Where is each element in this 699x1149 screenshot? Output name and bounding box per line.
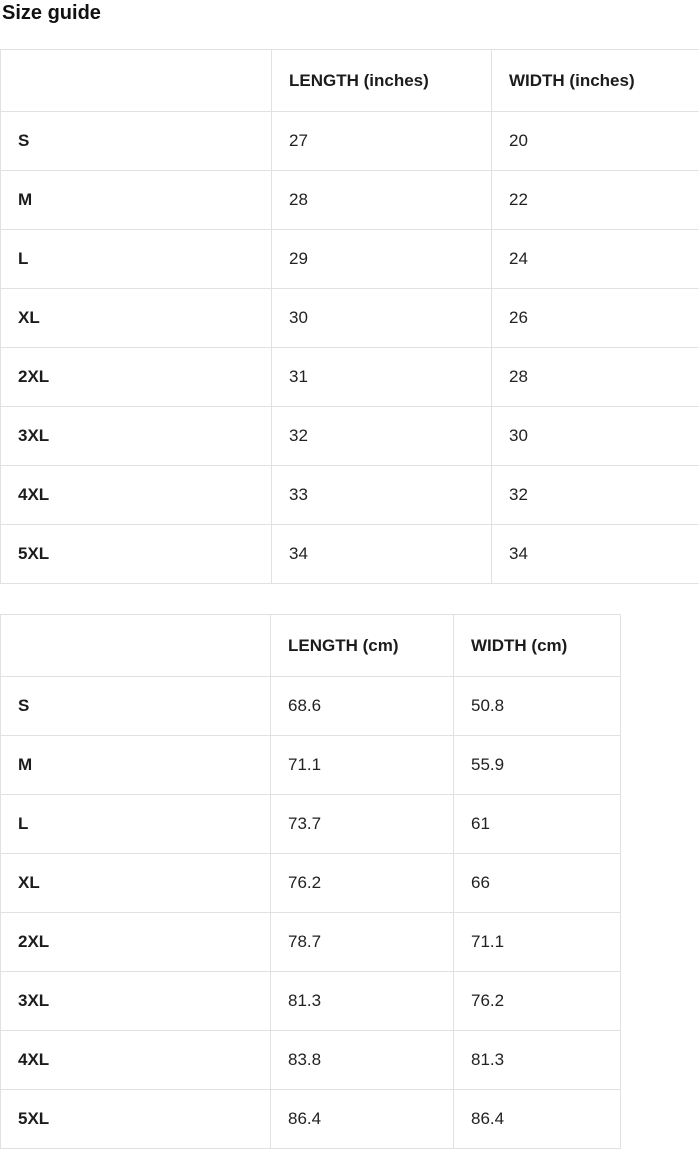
size-label-cell: 5XL [1, 1090, 271, 1149]
table-header-row [1, 50, 699, 112]
size-label-cell: S [1, 112, 272, 171]
width-value-cell: 34 [492, 525, 699, 584]
length-value-cell: 71.1 [271, 736, 454, 795]
width-value-cell: 76.2 [454, 972, 621, 1031]
length-value-cell: 81.3 [271, 972, 454, 1031]
table-row [1, 854, 621, 913]
length-value-cell: 83.8 [271, 1031, 454, 1090]
size-label-cell: 2XL [1, 348, 272, 407]
table-row [1, 677, 621, 736]
length-value-cell: 34 [272, 525, 492, 584]
size-guide-table-inches [0, 49, 699, 584]
size-label-cell: L [1, 795, 271, 854]
width-value-cell: 71.1 [454, 913, 621, 972]
size-label-cell: 2XL [1, 913, 271, 972]
width-value-cell: 61 [454, 795, 621, 854]
length-value-cell: 27 [272, 112, 492, 171]
width-value-cell: 30 [492, 407, 699, 466]
table-row [1, 112, 699, 171]
length-value-cell: 33 [272, 466, 492, 525]
empty-header-cell [1, 615, 271, 677]
size-label-cell: 4XL [1, 1031, 271, 1090]
size-label-cell: XL [1, 289, 272, 348]
size-label-cell: M [1, 171, 272, 230]
size-label-cell: 5XL [1, 525, 272, 584]
table-row [1, 230, 699, 289]
size-label-cell: M [1, 736, 271, 795]
table-row [1, 972, 621, 1031]
table-row [1, 171, 699, 230]
table-row [1, 913, 621, 972]
table-row [1, 1031, 621, 1090]
length-value-cell: 78.7 [271, 913, 454, 972]
table-row [1, 466, 699, 525]
width-value-cell: 22 [492, 171, 699, 230]
size-label-cell: 4XL [1, 466, 272, 525]
width-value-cell: 26 [492, 289, 699, 348]
table-row [1, 1090, 621, 1149]
empty-header-cell [1, 50, 272, 112]
width-value-cell: 66 [454, 854, 621, 913]
length-value-cell: 28 [272, 171, 492, 230]
table-row [1, 795, 621, 854]
size-label-cell: XL [1, 854, 271, 913]
table-row [1, 525, 699, 584]
length-value-cell: 30 [272, 289, 492, 348]
table-header-row [1, 615, 621, 677]
width-cm-header: WIDTH (cm) [454, 615, 621, 677]
width-value-cell: 20 [492, 112, 699, 171]
width-value-cell: 86.4 [454, 1090, 621, 1149]
length-value-cell: 31 [272, 348, 492, 407]
width-value-cell: 55.9 [454, 736, 621, 795]
table-row [1, 289, 699, 348]
length-value-cell: 86.4 [271, 1090, 454, 1149]
table-row [1, 736, 621, 795]
table-body-inches [1, 112, 699, 584]
width-value-cell: 24 [492, 230, 699, 289]
length-value-cell: 68.6 [271, 677, 454, 736]
page-title: Size guide [0, 0, 699, 25]
size-guide-table-cm [0, 614, 621, 1149]
width-value-cell: 32 [492, 466, 699, 525]
width-value-cell: 50.8 [454, 677, 621, 736]
size-label-cell: 3XL [1, 972, 271, 1031]
length-value-cell: 32 [272, 407, 492, 466]
length-cm-header: LENGTH (cm) [271, 615, 454, 677]
width-value-cell: 28 [492, 348, 699, 407]
length-value-cell: 76.2 [271, 854, 454, 913]
table-row [1, 407, 699, 466]
length-value-cell: 73.7 [271, 795, 454, 854]
table-body-cm [1, 677, 621, 1149]
length-inches-header: LENGTH (inches) [272, 50, 492, 112]
size-label-cell: 3XL [1, 407, 272, 466]
table-row [1, 348, 699, 407]
width-inches-header: WIDTH (inches) [492, 50, 699, 112]
size-label-cell: S [1, 677, 271, 736]
width-value-cell: 81.3 [454, 1031, 621, 1090]
length-value-cell: 29 [272, 230, 492, 289]
size-label-cell: L [1, 230, 272, 289]
